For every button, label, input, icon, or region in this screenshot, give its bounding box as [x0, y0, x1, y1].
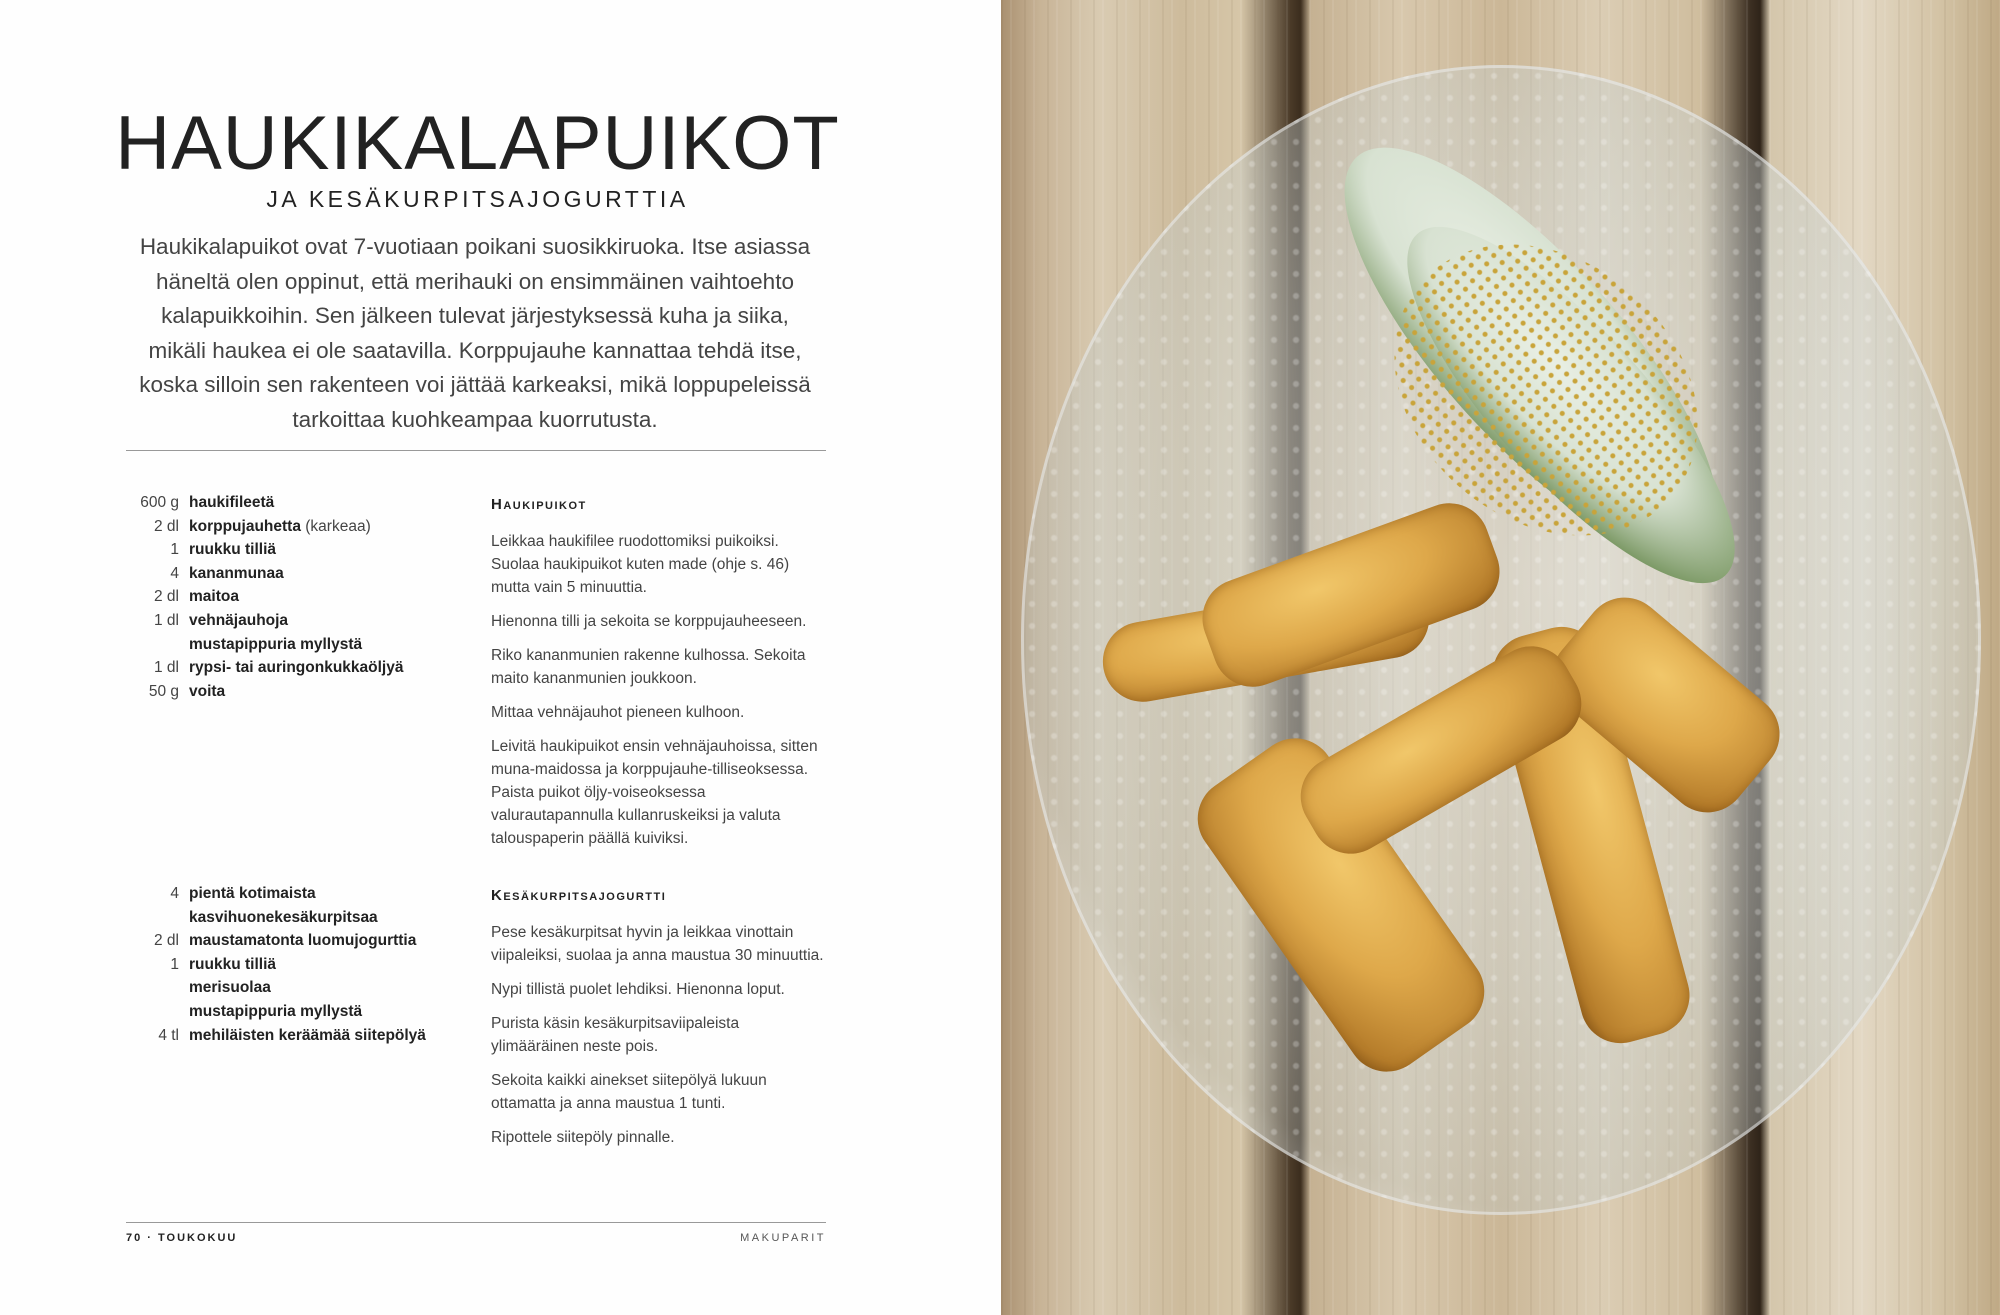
section-heading: Haukipuikot — [491, 496, 587, 513]
ingredient-amount: 2 dl — [154, 932, 179, 950]
ingredient-amount: 1 — [170, 955, 179, 973]
ingredient-name: korppujauhetta — [189, 517, 301, 535]
recipe-title: HAUKIKALAPUIKOT — [115, 101, 840, 186]
food-photo — [1001, 0, 2000, 1315]
ingredient-row — [126, 491, 436, 515]
ingredient-row — [126, 1024, 436, 1048]
ingredients-list-1 — [126, 491, 436, 703]
instruction-step: Nypi tillistä puolet lehdiksi. Hienonna loput. — [491, 981, 785, 998]
ingredient-row — [126, 515, 436, 539]
ingredient-amount: 1 dl — [154, 611, 179, 629]
page-number-section: 70 · TOUKOKUU — [126, 1232, 238, 1244]
divider — [126, 450, 826, 451]
ingredient-name: voita — [189, 682, 226, 700]
ingredient-row — [126, 680, 436, 704]
ingredient-name: kananmunaa — [189, 564, 284, 582]
ingredient-amount: 600 g — [140, 494, 179, 511]
ingredient-row — [126, 976, 436, 1000]
ingredient-name: maustamatonta luomujogurttia — [189, 932, 417, 950]
ingredient-name: merisuolaa — [189, 979, 271, 997]
ingredient-amount: 2 dl — [154, 588, 179, 606]
ingredient-name: rypsi- tai auringonkukkaöljyä — [189, 659, 404, 677]
ingredient-amount — [126, 976, 189, 1000]
ingredient-name: maitoa — [189, 588, 239, 606]
book-title: MAKUPARIT — [740, 1232, 826, 1244]
recipe-subtitle: JA KESÄKURPITSAJOGURTTIA — [266, 186, 689, 212]
instruction-step: Leikkaa haukifilee ruodottomiksi puikoiksi. Suolaa haukipuikot kuten made (ohje s. 46) mutta vain 5 minuuttia. — [491, 533, 790, 596]
section-heading: Kesäkurpitsajogurtti — [491, 887, 667, 904]
footer-divider — [126, 1222, 826, 1223]
ingredient-amount: 4 — [170, 564, 179, 582]
ingredient-row — [126, 633, 436, 657]
recipe-intro: Haukikalapuikot ovat 7-vuotiaan poikani suosikkiruoka. Itse asiassa häneltä olen oppinut, että merihauki on ensimmäinen vaihtoehto kalapuikkoihin. Sen jälkeen tulevat järjestyksessä kuha ja siika, mikäli haukea ei ole saatavilla. Korppujauhe kannattaa tehdä itse, koska silloin sen rakenteen voi jättää karkeaksi, mikä loppupeleissä tarkoittaa kuohkeampaa kuorrutusta. — [139, 234, 811, 432]
instruction-step: Purista käsin kesäkurpitsaviipaleista ylimääräinen neste pois. — [491, 1015, 740, 1055]
instruction-step: Riko kananmunien rakenne kulhossa. Sekoita maito kananmunien joukkoon. — [491, 647, 806, 687]
ingredient-amount: 4 tl — [158, 1026, 179, 1044]
ingredient-amount — [126, 633, 189, 657]
instruction-step: Pese kesäkurpitsat hyvin ja leikkaa vinottain viipaleiksi, suolaa ja anna maustua 30 minuuttia. — [491, 924, 824, 964]
ingredient-name: vehnäjauhoja — [189, 611, 289, 629]
ingredient-name: mustapippuria myllystä — [189, 1002, 363, 1020]
ingredients-list-2 — [126, 882, 436, 1047]
ingredient-name: haukifileetä — [189, 494, 275, 511]
ingredient-name: ruukku tilliä — [189, 955, 276, 973]
ingredient-row — [126, 656, 436, 680]
ingredient-row — [126, 953, 436, 977]
ingredient-row — [126, 609, 436, 633]
ingredient-row — [126, 538, 436, 562]
instruction-step: Mittaa vehnäjauhot pieneen kulhoon. — [491, 704, 745, 721]
ingredient-name: mustapippuria myllystä — [189, 635, 363, 653]
ingredient-row — [126, 1000, 436, 1024]
ingredient-row — [126, 929, 436, 953]
ingredient-amount: 2 dl — [154, 517, 179, 535]
ingredient-name: ruukku tilliä — [189, 541, 276, 559]
ingredient-name: mehiläisten keräämää siitepölyä — [189, 1026, 426, 1044]
instructions-2 — [491, 884, 831, 1160]
ingredient-amount: 4 — [170, 885, 179, 902]
ingredient-amount: 1 dl — [154, 659, 179, 677]
ingredient-name: pientä kotimaista kasvihuonekesäkurpitsaa — [189, 885, 378, 926]
instructions-1 — [491, 493, 831, 861]
ingredient-note: (karkeaa) — [300, 517, 371, 535]
ingredient-row — [126, 882, 436, 929]
ingredient-row — [126, 585, 436, 609]
ingredient-amount — [126, 1000, 189, 1024]
ingredient-amount: 50 g — [148, 682, 179, 700]
instruction-step: Leivitä haukipuikot ensin vehnäjauhoissa, sitten muna-maidossa ja korppujauhe-tilliseoksessa. Paista puikot öljy-voiseoksessa valurautapannulla kullanruskeiksi ja valuta talouspaperin päällä kuiviksi. — [491, 738, 818, 847]
instruction-step: Sekoita kaikki ainekset siitepölyä lukuun ottamatta ja anna maustua 1 tunti. — [491, 1072, 767, 1112]
ingredient-row — [126, 562, 436, 586]
ingredient-amount: 1 — [170, 541, 179, 559]
instruction-step: Ripottele siitepöly pinnalle. — [491, 1129, 675, 1146]
instruction-step: Hienonna tilli ja sekoita se korppujauheeseen. — [491, 613, 807, 630]
